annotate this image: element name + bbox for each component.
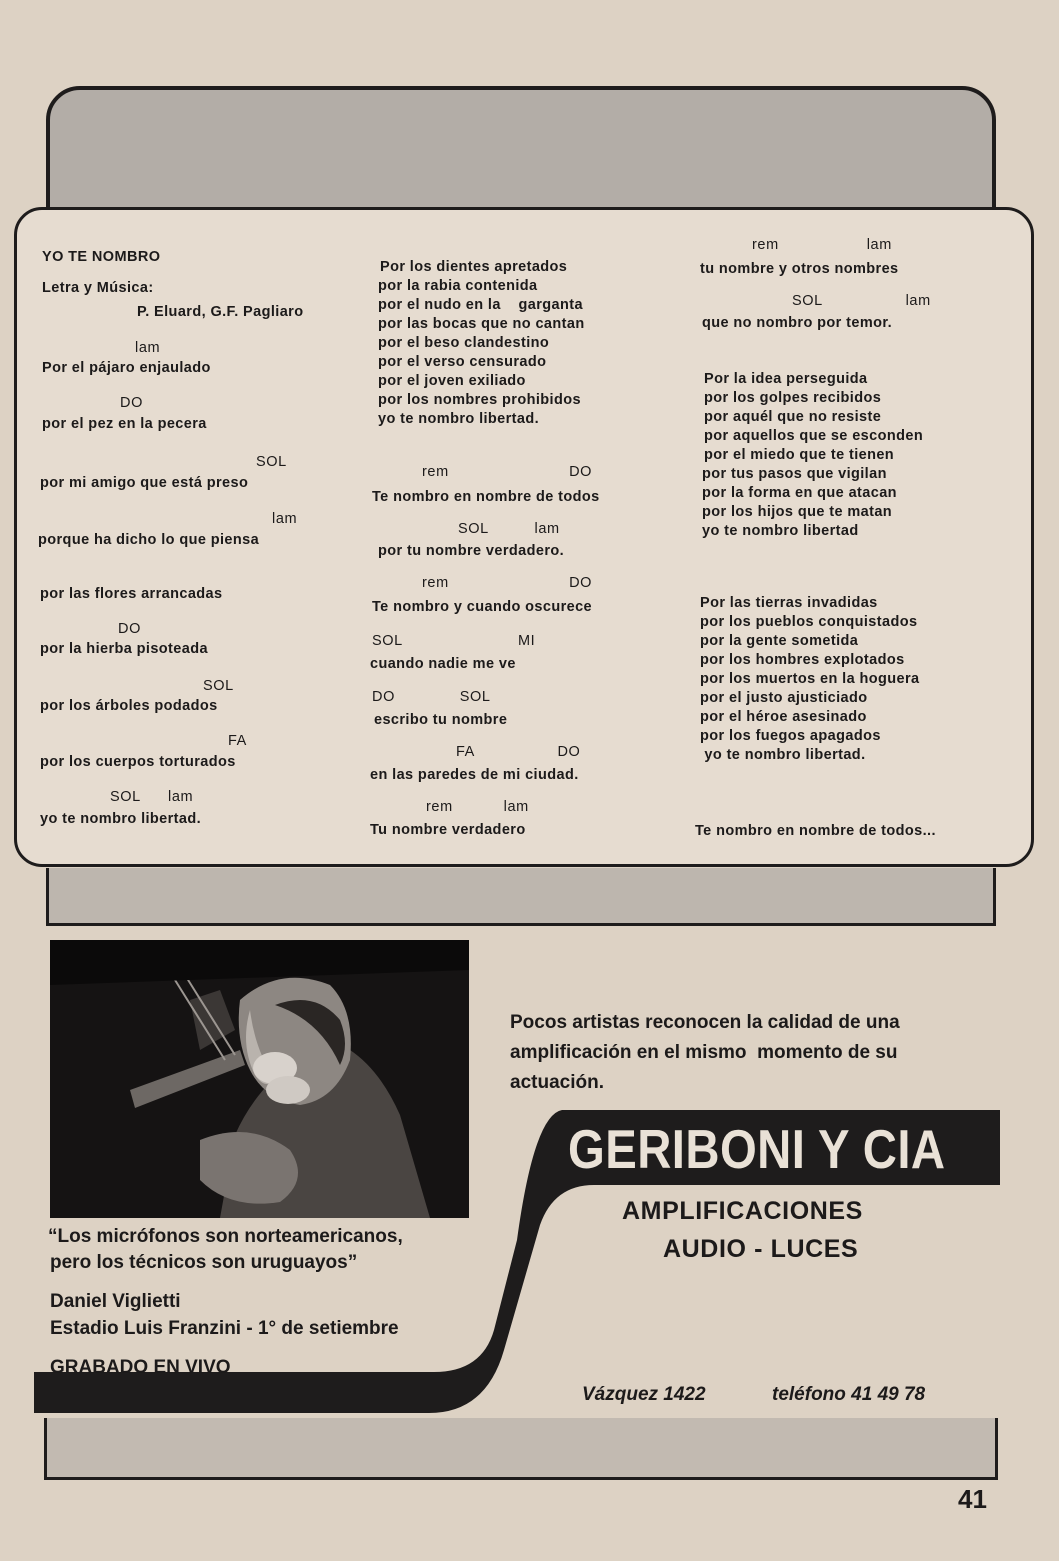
venue: Estadio Luis Franzini - 1° de setiembre xyxy=(50,1318,399,1339)
lyric-line: que no nombro por temor. xyxy=(702,315,893,331)
song-authors: P. Eluard, G.F. Pagliaro xyxy=(137,304,304,320)
lyric-line: por los cuerpos torturados xyxy=(40,754,236,770)
artist-name: Daniel Viglietti xyxy=(50,1291,181,1312)
lyric-line: por el joven exiliado xyxy=(378,373,526,389)
lyric-line: yo te nombro libertad. xyxy=(700,747,866,763)
lyric-line: escribo tu nombre xyxy=(374,712,508,728)
lyric-line: por los hombres explotados xyxy=(700,652,905,668)
lyric-line: por los pueblos conquistados xyxy=(700,614,918,630)
lyric-line: por el pez en la pecera xyxy=(42,416,207,432)
lyric-line: tu nombre y otros nombres xyxy=(700,261,899,277)
service-line: AUDIO - LUCES xyxy=(663,1235,859,1263)
chord: lam xyxy=(272,511,298,527)
chord: SOL MI xyxy=(372,633,536,649)
lyric-line: por el héroe asesinado xyxy=(700,709,867,725)
chord: FA DO xyxy=(456,744,581,760)
song-title: YO TE NOMBRO xyxy=(42,249,161,265)
chord: rem lam xyxy=(752,237,892,253)
lyric-line: por el miedo que te tienen xyxy=(704,447,895,463)
chord: SOL lam xyxy=(792,293,931,309)
lyric-line: por los árboles podados xyxy=(40,698,218,714)
lyric-line: por los golpes recibidos xyxy=(704,390,882,406)
chord: lam xyxy=(135,340,161,356)
ad-headline-line: actuación. xyxy=(510,1072,604,1093)
lyric-line: yo te nombro libertad. xyxy=(40,811,202,827)
lyric-line: porque ha dicho lo que piensa xyxy=(38,532,260,548)
bottom-gray-box xyxy=(44,1418,998,1480)
lyric-line: yo te nombro libertad. xyxy=(378,411,540,427)
lyric-line: en las paredes de mi ciudad. xyxy=(370,767,579,783)
lyric-line: por mi amigo que está preso xyxy=(40,475,249,491)
lyric-line: por la gente sometida xyxy=(700,633,859,649)
lyric-line: por los hijos que te matan xyxy=(702,504,893,520)
lyric-line: por el beso clandestino xyxy=(378,335,550,351)
chord: SOL xyxy=(203,678,234,694)
lyric-line: por aquellos que se esconden xyxy=(704,428,924,444)
chord: DO xyxy=(120,395,143,411)
closing-line: Te nombro en nombre de todos... xyxy=(695,823,936,839)
lyric-line: por tus pasos que vigilan xyxy=(702,466,887,482)
lyric-line: por la hierba pisoteada xyxy=(40,641,208,657)
lyric-line: por tu nombre verdadero. xyxy=(378,543,565,559)
lyric-line: Te nombro en nombre de todos xyxy=(372,489,600,505)
lyric-line: por las flores arrancadas xyxy=(40,586,223,602)
lyric-line: por los fuegos apagados xyxy=(700,728,881,744)
lyric-line: Por las tierras invadidas xyxy=(700,595,878,611)
phone: teléfono 41 49 78 xyxy=(772,1384,926,1405)
lyric-line: cuando nadie me ve xyxy=(370,656,516,672)
quote-line: “Los micrófonos son norteamericanos, xyxy=(48,1226,403,1247)
lyric-line: por aquél que no resiste xyxy=(704,409,882,425)
page-number: 41 xyxy=(958,1484,987,1514)
chord: DO SOL xyxy=(372,689,491,705)
lyric-line: por el verso censurado xyxy=(378,354,547,370)
lower-gray-band xyxy=(46,868,996,926)
lyric-line: por las bocas que no cantan xyxy=(378,316,585,332)
lyric-line: Tu nombre verdadero xyxy=(370,822,526,838)
service-line: AMPLIFICACIONES xyxy=(622,1197,863,1225)
credit-label: Letra y Música: xyxy=(42,280,154,296)
chord: rem lam xyxy=(426,799,529,815)
chord: rem DO xyxy=(422,575,593,591)
lyric-line: por los nombres prohibidos xyxy=(378,392,581,408)
lyric-line: por la rabia contenida xyxy=(378,278,538,294)
brand-name: GERIBONI Y CIA xyxy=(568,1118,946,1180)
chord: SOL xyxy=(256,454,287,470)
lyric-line: por el justo ajusticiado xyxy=(700,690,868,706)
lyric-line: yo te nombro libertad xyxy=(702,523,859,539)
lyric-line: por los muertos en la hoguera xyxy=(700,671,920,687)
lyric-line: Por el pájaro enjaulado xyxy=(42,360,211,376)
lyric-line: Por la idea perseguida xyxy=(704,371,868,387)
chord: SOL lam xyxy=(458,521,560,537)
address: Vázquez 1422 xyxy=(582,1384,706,1405)
lyric-line: por el nudo en la garganta xyxy=(378,297,583,313)
recorded-live: GRABADO EN VIVO xyxy=(50,1357,231,1378)
chord: FA xyxy=(228,733,247,749)
ad-headline-line: amplificación en el mismo momento de su xyxy=(510,1042,898,1063)
quote-line: pero los técnicos son uruguayos” xyxy=(50,1252,358,1273)
chord: rem DO xyxy=(422,464,593,480)
ad-headline-line: Pocos artistas reconocen la calidad de una xyxy=(510,1012,900,1033)
chord: DO xyxy=(118,621,141,637)
lyric-line: Por los dientes apretados xyxy=(380,259,568,275)
chord: SOL lam xyxy=(110,789,194,805)
lyric-line: por la forma en que atacan xyxy=(702,485,897,501)
lyric-line: Te nombro y cuando oscurece xyxy=(372,599,593,615)
